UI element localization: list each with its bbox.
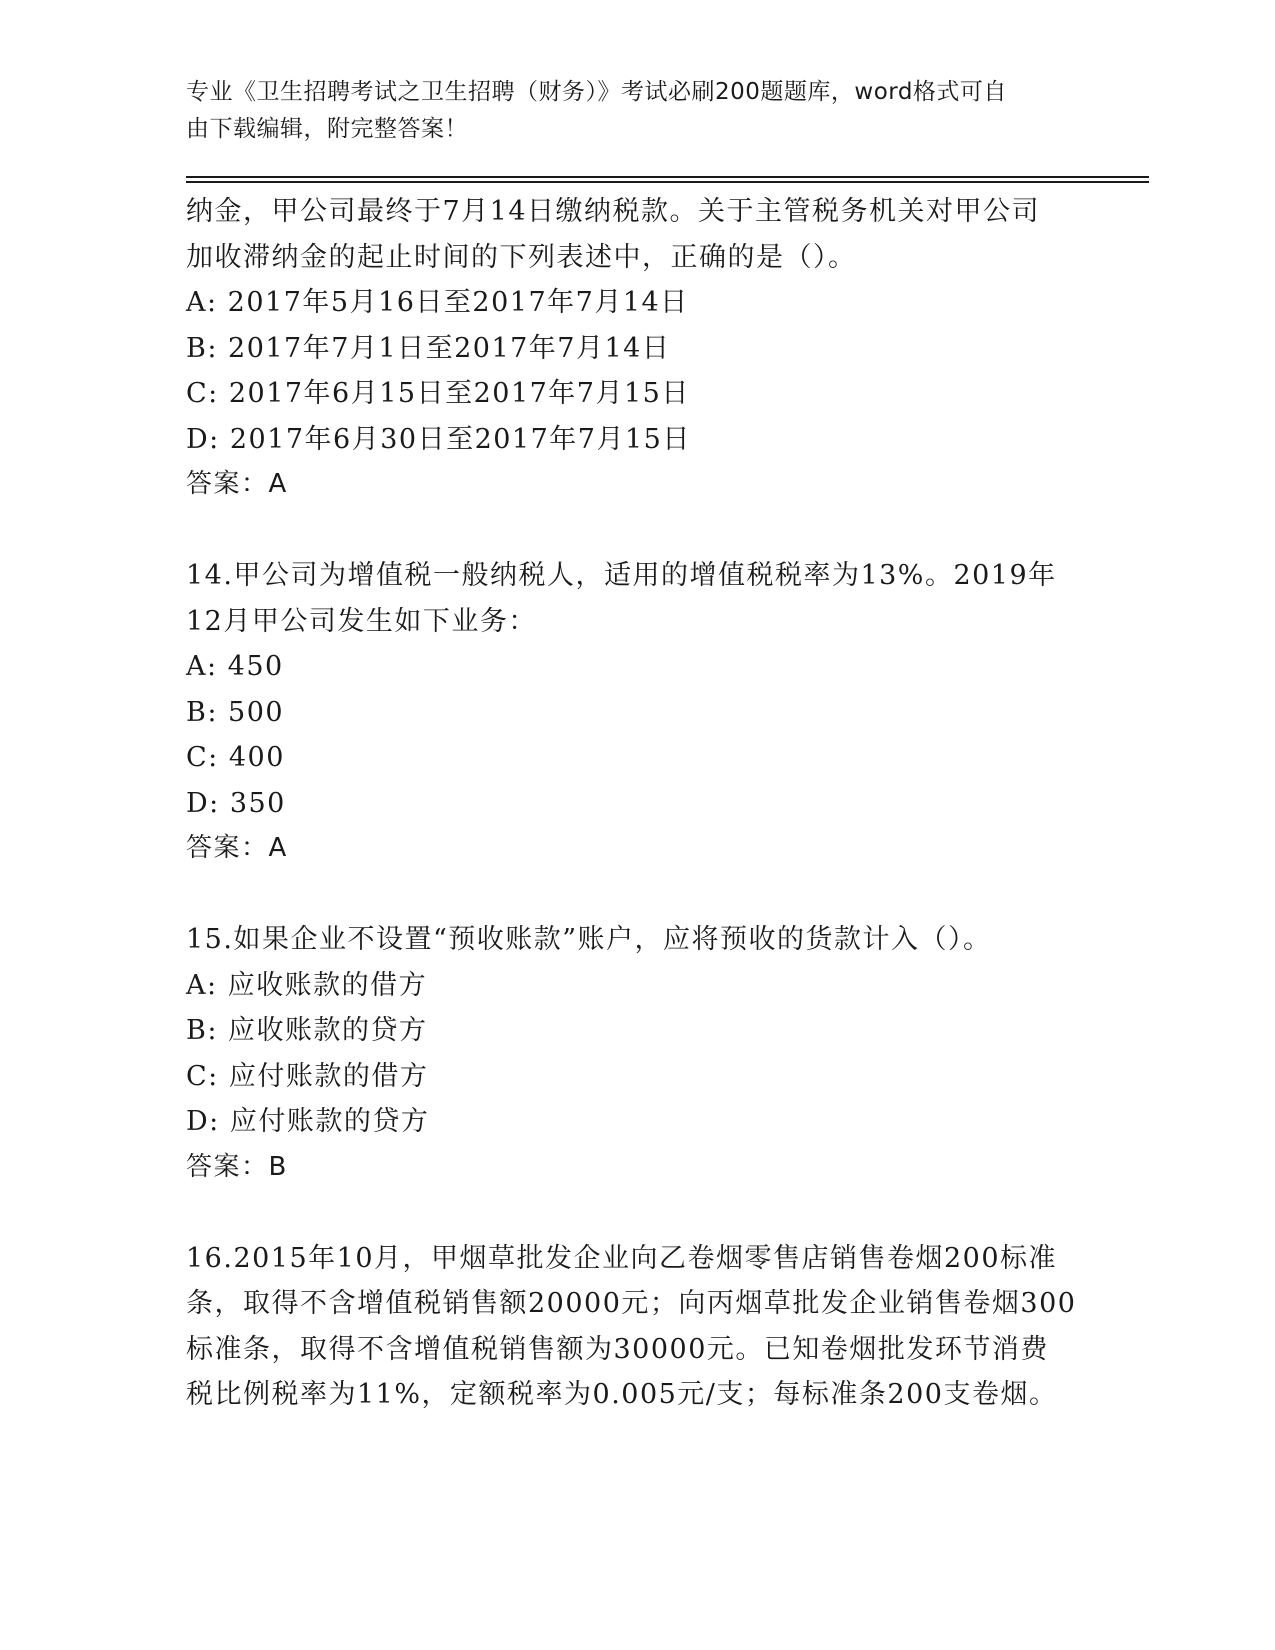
question-stem-line: 条，取得不含增值税销售额20000元；向丙烟草批发企业销售卷烟300 bbox=[186, 1288, 1077, 1319]
header-line-2: 由下载编辑，附完整答案！ bbox=[186, 116, 468, 142]
question-14 bbox=[186, 553, 1086, 872]
spacer bbox=[186, 872, 1086, 918]
question-16 bbox=[186, 1236, 1086, 1418]
option-b: B: 应收账款的贷方 bbox=[186, 1015, 428, 1046]
header-line-1: 专业《卫生招聘考试之卫生招聘（财务）》考试必刷200题题库，word格式可自 bbox=[186, 79, 1007, 105]
answer-line: 答案：B bbox=[186, 1151, 288, 1182]
document-body bbox=[186, 189, 1086, 1418]
document-header bbox=[186, 74, 1086, 148]
question-stem-line: 12月甲公司发生如下业务： bbox=[186, 605, 537, 637]
option-d: D: 2017年6月30日至2017年7月15日 bbox=[186, 423, 691, 455]
header-rule-bottom bbox=[186, 181, 1149, 183]
option-a: A: 2017年5月16日至2017年7月14日 bbox=[186, 287, 689, 318]
option-a: A: 应收账款的借方 bbox=[186, 969, 428, 1001]
question-15 bbox=[186, 917, 1086, 1190]
option-a: A: 450 bbox=[186, 651, 284, 682]
question-stem-line: 16.2015年10月，甲烟草批发企业向乙卷烟零售店销售卷烟200标准 bbox=[186, 1242, 1058, 1274]
spacer bbox=[186, 508, 1086, 554]
answer-line: 答案：A bbox=[186, 833, 288, 863]
option-b: B: 500 bbox=[186, 696, 285, 728]
question-stem-line: 标准条，取得不含增值税销售额为30000元。已知卷烟批发环节消费 bbox=[186, 1333, 1049, 1365]
question-stem-line: 15.如果企业不设置“预收账款”账户，应将预收的货款计入（）。 bbox=[186, 924, 992, 955]
option-c: C: 2017年6月15日至2017年7月15日 bbox=[186, 378, 690, 409]
option-c: C: 400 bbox=[186, 742, 285, 773]
spacer bbox=[186, 1190, 1086, 1236]
header-rule-top bbox=[186, 176, 1149, 178]
question-stem-line: 税比例税率为11%，定额税率为0.005元/支；每标准条200支卷烟。 bbox=[186, 1379, 1058, 1410]
option-d: D: 350 bbox=[186, 787, 286, 819]
answer-line: 答案：A bbox=[186, 469, 288, 499]
option-d: D: 应付账款的贷方 bbox=[186, 1106, 430, 1137]
question-stem-line: 14.甲公司为增值税一般纳税人，适用的增值税税率为13%。2019年 bbox=[186, 560, 1057, 591]
option-c: C: 应付账款的借方 bbox=[186, 1060, 429, 1092]
question-stem-line: 纳金，甲公司最终于7月14日缴纳税款。关于主管税务机关对甲公司 bbox=[186, 196, 1041, 227]
option-b: B: 2017年7月1日至2017年7月14日 bbox=[186, 332, 671, 364]
question-13 bbox=[186, 189, 1086, 508]
question-stem-line: 加收滞纳金的起止时间的下列表述中，正确的是（）。 bbox=[186, 241, 857, 273]
